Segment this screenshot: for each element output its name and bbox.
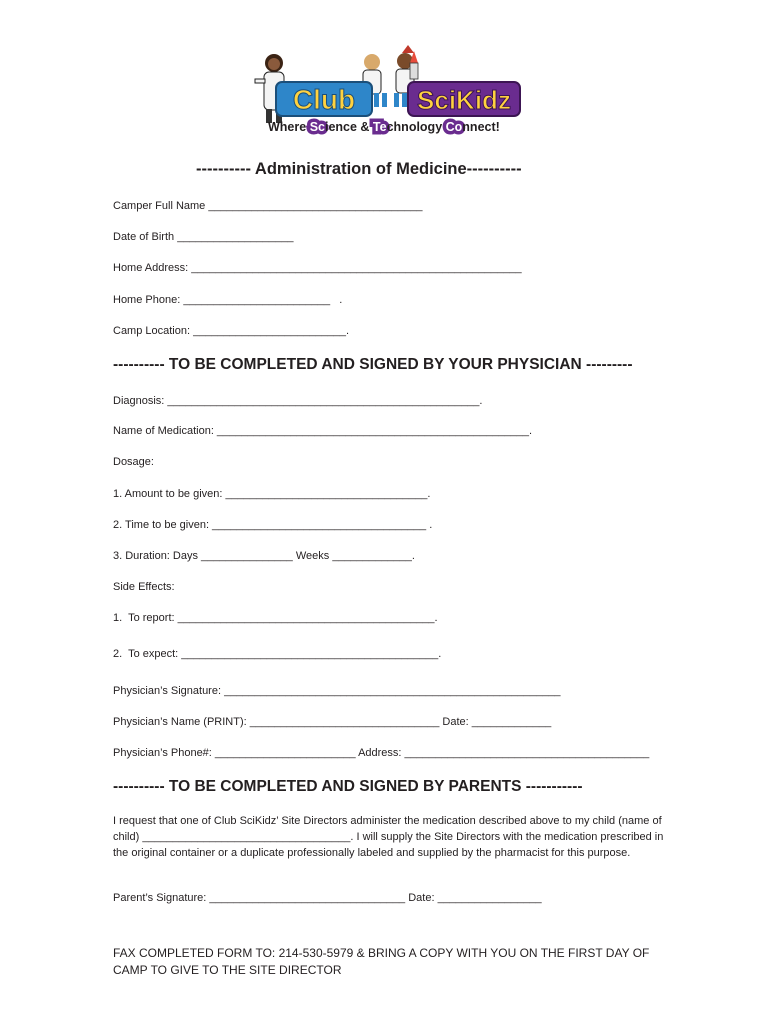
diagnosis-field[interactable]: Diagnosis: ___________________________________________________. <box>113 395 483 407</box>
side-effects-label: Side Effects: <box>113 581 175 593</box>
physician-signature-field[interactable]: Physician’s Signature: _______________________________________________________ <box>113 685 561 697</box>
svg-text:Where Science & Technology Con: Where Science & Technology Connect! <box>268 120 500 134</box>
camp-location-field[interactable]: Camp Location: _________________________. <box>113 325 350 337</box>
parent-request-paragraph[interactable]: I request that one of Club SciKidz’ Site Directors administer the medication described above to my child (name of child) __________________________________. I will supply the Site Directors with the medication prescribed in the original container or a duplicate professionally labeled and supplied by the pharmacist for this purpose. <box>113 815 664 859</box>
rocket-icon <box>410 51 418 79</box>
time-field[interactable]: 2. Time to be given: ___________________________________ . <box>113 519 433 531</box>
home-address-field[interactable]: Home Address: ______________________________________________________ <box>113 262 522 274</box>
kids-feet-icon <box>374 93 407 107</box>
physician-phone-address-field[interactable]: Physician’s Phone#: _______________________ Address: ________________________________________ <box>113 747 650 759</box>
date-of-birth-field[interactable]: Date of Birth ___________________ <box>113 231 294 243</box>
medication-name-field[interactable]: Name of Medication: ___________________________________________________. <box>113 425 532 437</box>
form-title: ---------- Administration of Medicine---------- <box>196 160 522 178</box>
dosage-label: Dosage: <box>113 456 154 468</box>
scikidz-wordmark <box>408 82 520 116</box>
svg-text:Club: Club <box>292 84 356 115</box>
club-wordmark <box>276 82 372 116</box>
parent-signature-field[interactable]: Parent’s Signature: ________________________________ Date: _________________ <box>113 892 542 904</box>
to-report-field[interactable]: 1. To report: __________________________________________. <box>113 612 438 624</box>
physician-name-field[interactable]: Physician’s Name (PRINT): _______________________________ Date: _____________ <box>113 716 552 728</box>
camper-full-name-field[interactable]: Camper Full Name ___________________________________ <box>113 200 423 212</box>
parents-section-header: ---------- TO BE COMPLETED AND SIGNED BY PARENTS ----------- <box>113 778 583 795</box>
fax-instructions: FAX COMPLETED FORM TO: 214-530-5979 & BRING A COPY WITH YOU ON THE FIRST DAY OF CAMP TO GIVE TO THE SITE DIRECTOR <box>113 946 650 977</box>
logo-graphic <box>244 45 526 140</box>
to-expect-field[interactable]: 2. To expect: __________________________________________. <box>113 648 442 660</box>
duration-field[interactable]: 3. Duration: Days _______________ Weeks _____________. <box>113 550 415 562</box>
tagline <box>268 120 500 134</box>
svg-text:SciKidz: SciKidz <box>417 85 511 115</box>
physician-section-header: ---------- TO BE COMPLETED AND SIGNED BY YOUR PHYSICIAN --------- <box>113 356 633 373</box>
amount-field[interactable]: 1. Amount to be given: _________________________________. <box>113 488 431 500</box>
home-phone-field[interactable]: Home Phone: ________________________ . <box>113 294 343 306</box>
club-scikidz-logo <box>244 45 526 140</box>
